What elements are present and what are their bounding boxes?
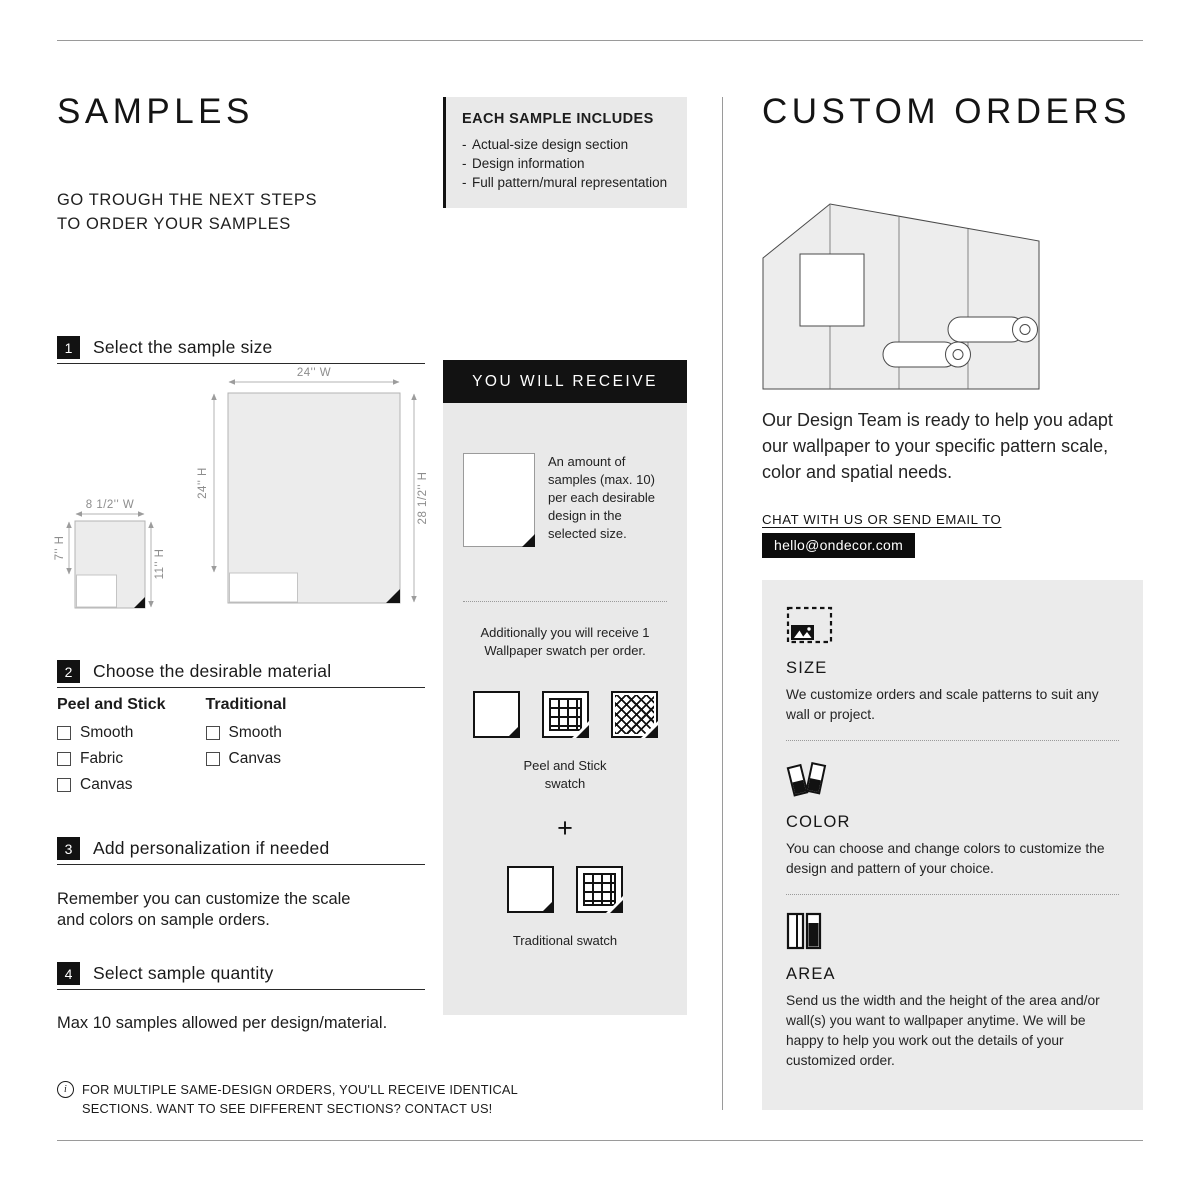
traditional-title: Traditional — [205, 696, 287, 713]
step-4-number-badge: 4 — [57, 962, 80, 985]
image-scale-icon — [786, 606, 834, 646]
material-option-traditional-smooth[interactable] — [206, 724, 287, 742]
sample-amount-row — [463, 453, 667, 547]
you-will-receive-header: YOU WILL RECEIVE — [443, 360, 687, 403]
includes-item: - Full pattern/mural representation — [462, 173, 673, 192]
small-full-height-label: 11'' H — [154, 548, 166, 580]
material-option-label: Canvas — [228, 750, 282, 767]
folded-corner-icon — [541, 900, 554, 913]
checkbox-icon[interactable] — [57, 726, 71, 740]
dotted-divider — [786, 894, 1119, 895]
step-2-underline — [57, 687, 425, 688]
step-1-underline — [57, 363, 425, 364]
traditional-swatch-grid — [576, 866, 623, 913]
peel-swatch-label: Peel and Stick swatch — [523, 757, 607, 792]
step-3-note: Remember you can customize the scale and colors on sample orders. — [57, 889, 351, 930]
feature-color-title: COLOR — [786, 813, 851, 831]
feature-color-text: You can choose and change colors to customize the design and pattern of your choice. — [786, 841, 1105, 876]
sample-size-diagram-svg — [54, 367, 437, 620]
footer-note-text — [82, 1080, 518, 1118]
peel-swatch-grid — [542, 691, 589, 738]
sample-amount-text: An amount of samples (max. 10) per each desirable design in the selected size. — [548, 454, 655, 541]
step-1-number-badge: 1 — [57, 336, 80, 359]
traditional-column — [206, 696, 287, 802]
checkbox-icon[interactable] — [57, 752, 71, 766]
folded-corner-icon — [507, 725, 520, 738]
includes-title: EACH SAMPLE INCLUDES — [462, 111, 654, 127]
bottom-divider — [57, 1140, 1143, 1141]
includes-list — [462, 135, 673, 192]
step-2-header — [57, 660, 331, 683]
email-address-badge[interactable]: hello@ondecor.com — [762, 533, 915, 558]
wallpaper-roll-icon — [883, 342, 971, 367]
footer-note-line2: SECTIONS. WANT TO SEE DIFFERENT SECTIONS? CONTACT US! — [82, 1101, 493, 1117]
chat-or-email-link[interactable]: CHAT WITH US OR SEND EMAIL TO — [762, 512, 1002, 527]
samples-title: SAMPLES — [57, 92, 254, 131]
footer-note — [57, 1080, 518, 1118]
peel-and-stick-swatch-row — [463, 691, 667, 738]
material-option-label: Smooth — [228, 724, 282, 741]
info-icon: i — [57, 1081, 74, 1098]
traditional-swatch-label: Traditional swatch — [512, 933, 618, 949]
material-option-peel-canvas[interactable] — [57, 776, 166, 794]
small-sample-info-strip — [77, 575, 117, 607]
material-options — [57, 696, 286, 802]
sample-size-diagram — [54, 367, 437, 620]
wall-sample-panel — [800, 254, 864, 326]
wallpapered-wall-illustration — [762, 196, 1042, 392]
additional-swatch-text: Additionally you will receive 1 Wallpaper swatch per order. — [480, 625, 650, 659]
large-sample-sheet — [228, 393, 400, 603]
folded-corner-icon — [576, 725, 589, 738]
each-sample-includes-box — [443, 97, 687, 208]
step-3-underline — [57, 864, 425, 865]
step-4-note: Max 10 samples allowed per design/material. — [57, 1013, 388, 1032]
material-option-traditional-canvas[interactable] — [206, 750, 287, 768]
step-4-underline — [57, 989, 425, 990]
large-full-height-label: 28 1/2'' H — [417, 471, 429, 525]
samples-intro-line2: TO ORDER YOUR SAMPLES — [57, 214, 291, 233]
feature-size-title: SIZE — [786, 659, 828, 677]
feature-area-title: AREA — [786, 965, 836, 983]
wall-illustration-svg — [762, 196, 1042, 392]
plus-icon: + — [557, 813, 573, 844]
samples-intro — [57, 189, 317, 237]
step-4-label: Select sample quantity — [93, 963, 274, 983]
peel-and-stick-column — [57, 696, 166, 802]
step-4-header — [57, 962, 273, 985]
step-3-number-badge: 3 — [57, 837, 80, 860]
step-1-header — [57, 336, 273, 359]
custom-orders-intro: Our Design Team is ready to help you adapt our wallpaper to your specific pattern scale, color and spatial needs. — [762, 410, 1113, 483]
includes-item: - Actual-size design section — [462, 135, 673, 154]
peel-swatch-crosshatch — [611, 691, 658, 738]
wallpaper-rolls-icon — [786, 912, 826, 952]
step-3-label: Add personalization if needed — [93, 838, 330, 858]
top-divider — [57, 40, 1143, 41]
material-option-label: Canvas — [80, 776, 133, 793]
folded-corner-icon — [645, 725, 658, 738]
step-2-number-badge: 2 — [57, 660, 80, 683]
checkbox-icon[interactable] — [206, 752, 220, 766]
material-option-peel-fabric[interactable] — [57, 750, 166, 768]
small-design-height-label: 7'' H — [54, 535, 66, 561]
feature-size-text: We customize orders and scale patterns to suit any wall or project. — [786, 687, 1099, 722]
material-option-label: Fabric — [80, 750, 124, 767]
peel-swatch-plain — [473, 691, 520, 738]
traditional-swatch-row — [463, 866, 667, 913]
large-design-height-label: 24'' H — [197, 467, 209, 499]
step-2-label: Choose the desirable material — [93, 661, 332, 681]
dotted-divider — [463, 601, 667, 602]
custom-orders-panel — [762, 580, 1143, 1110]
large-width-label: 24'' W — [296, 367, 332, 379]
peel-and-stick-title: Peel and Stick — [57, 696, 166, 713]
checkbox-icon[interactable] — [57, 778, 71, 792]
vertical-divider — [722, 97, 723, 1110]
folded-corner-icon — [522, 534, 535, 547]
large-sample-info-strip — [230, 573, 298, 602]
step-1-label: Select the sample size — [93, 337, 273, 357]
footer-note-line1: FOR MULTIPLE SAME-DESIGN ORDERS, YOU'LL RECEIVE IDENTICAL — [82, 1082, 518, 1097]
dotted-divider — [786, 740, 1119, 741]
you-will-receive-panel — [443, 403, 687, 1015]
wallpaper-roll-icon — [948, 317, 1038, 342]
checkbox-icon[interactable] — [206, 726, 220, 740]
material-option-peel-smooth[interactable] — [57, 724, 166, 742]
folded-corner-icon — [610, 900, 623, 913]
material-option-label: Smooth — [80, 724, 134, 741]
feature-area-text: Send us the width and the height of the area and/or wall(s) you want to wallpaper anytime. We will be happy to help you work out the details of your customized order. — [786, 993, 1100, 1068]
small-width-label: 8 1/2'' W — [85, 499, 135, 511]
samples-intro-line1: GO TROUGH THE NEXT STEPS — [57, 191, 318, 209]
custom-orders-title: CUSTOM ORDERS — [762, 92, 1131, 131]
step-3-header — [57, 837, 329, 860]
color-swatches-icon — [786, 758, 830, 800]
traditional-swatch-plain — [507, 866, 554, 913]
includes-item: - Design information — [462, 154, 673, 173]
sample-sheet-icon — [463, 453, 535, 547]
